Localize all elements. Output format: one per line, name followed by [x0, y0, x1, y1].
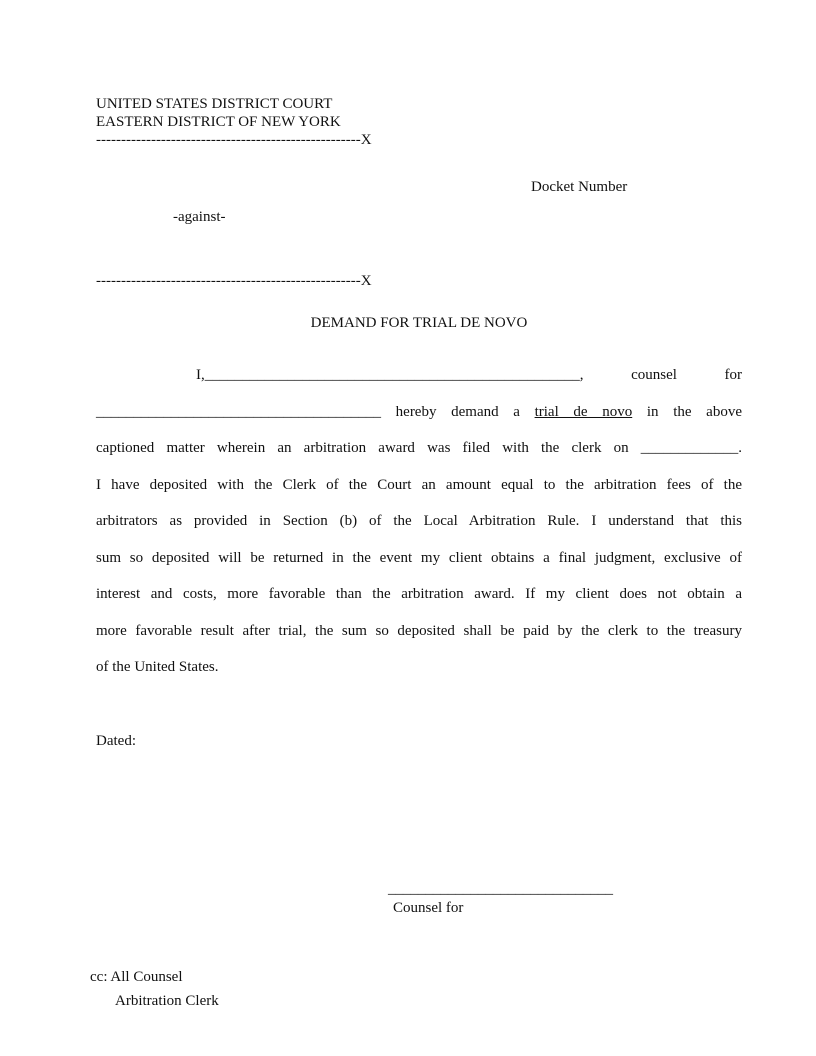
body-word: for	[724, 367, 743, 383]
body-line: captioned matter wherein an arbitration award was filed with the clerk on _____________.	[96, 440, 742, 456]
body-line: arbitrators as provided in Section (b) of the Local Arbitration Rule. I understand that this	[96, 513, 742, 529]
caption-rule-top: -----------------------------------------------------X	[96, 132, 372, 148]
signature-label: Counsel for	[393, 900, 464, 916]
body-pronoun: I,	[196, 367, 205, 383]
body-line: sum so deposited will be returned in the event my client obtains a final judgment, exclusive of	[96, 550, 742, 566]
body-line	[96, 403, 742, 421]
caption-rule-bottom: -----------------------------------------------------X	[96, 273, 372, 289]
cc-all-counsel: cc: All Counsel	[90, 969, 183, 985]
court-name: UNITED STATES DISTRICT COURT	[96, 96, 333, 112]
body-line: interest and costs, more favorable than the arbitration award. If my client does not obtain a	[96, 586, 742, 602]
counsel-name-blank: __________________________________________________,	[204, 367, 584, 383]
body-line	[196, 366, 742, 384]
client-name-blank: ______________________________________	[96, 404, 381, 420]
trial-de-novo-term: trial de novo	[534, 404, 633, 420]
cc-arbitration-clerk: Arbitration Clerk	[115, 993, 219, 1009]
signature-line: ______________________________	[388, 881, 613, 897]
district-name: EASTERN DISTRICT OF NEW YORK	[96, 114, 341, 130]
body-line: I have deposited with the Clerk of the Court an amount equal to the arbitration fees of the	[96, 477, 742, 493]
body-word: counsel	[631, 367, 677, 383]
docket-number-label: Docket Number	[531, 179, 628, 195]
document-title: DEMAND FOR TRIAL DE NOVO	[310, 315, 528, 331]
against-label: -against-	[173, 209, 226, 225]
body-line: of the United States.	[96, 659, 219, 675]
dated-label: Dated:	[96, 733, 136, 749]
body-line: more favorable result after trial, the sum so deposited shall be paid by the clerk to the treasury	[96, 623, 742, 639]
body-text: in the above	[646, 404, 742, 420]
body-text: hereby demand a	[395, 404, 520, 420]
